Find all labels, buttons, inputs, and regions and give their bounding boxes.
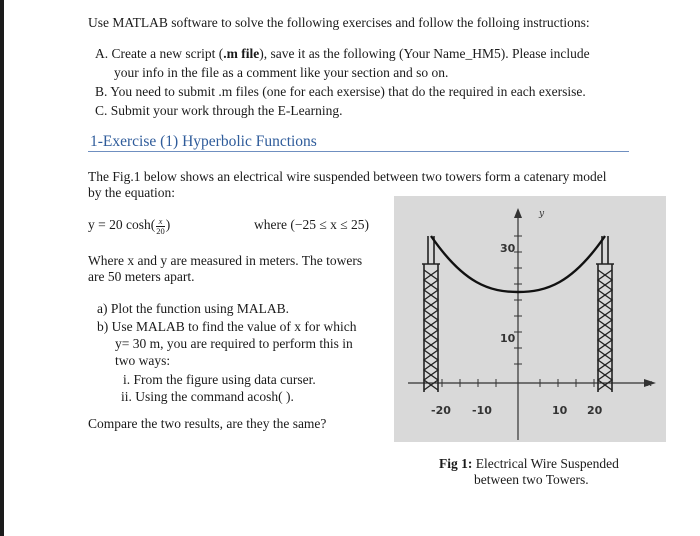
y-tick-10: 10 (500, 332, 516, 345)
task-a: a) Plot the function using MALAB. (97, 301, 289, 316)
paragraph-line1: The Fig.1 below shows an electrical wire suspended between two towers form a catenary model (88, 169, 607, 184)
instruction-a-text-after: ), save it as the following (Your Name_HM5). Please include (259, 46, 590, 61)
instruction-b-marker: B. (95, 84, 108, 99)
paragraph-line2: by the equation: (88, 185, 175, 200)
x-tick-neg20: -20 (431, 404, 451, 417)
equation-close: ) (165, 217, 171, 232)
instruction-b (95, 83, 586, 100)
figure-caption-line1 (439, 455, 619, 472)
catenary-diagram (394, 196, 666, 442)
left-tower (422, 236, 440, 392)
y-tick-30: 30 (500, 242, 516, 255)
instruction-a (95, 45, 590, 62)
instruction-c-text: Submit your work through the E-Learning. (110, 103, 343, 118)
figure-caption-text1: Electrical Wire Suspended (475, 456, 619, 471)
fraction-numerator: x (156, 217, 165, 227)
x-tick-20: 20 (587, 404, 603, 417)
left-edge-bar (0, 0, 4, 536)
instruction-a-marker: A. (95, 46, 109, 61)
heading-underline (88, 151, 629, 152)
equation-fraction (156, 217, 165, 236)
x-tick-10: 10 (552, 404, 568, 417)
instruction-a-bold: .m file (223, 46, 260, 61)
instruction-c-marker: C. (95, 103, 108, 118)
y-axis-label: y (539, 209, 545, 219)
instruction-a-text-before: Create a new script ( (111, 46, 224, 61)
instruction-c (95, 102, 342, 119)
section-heading: 1-Exercise (1) Hyperbolic Functions (90, 133, 317, 150)
compare-question: Compare the two results, are they the same? (88, 416, 327, 431)
x-axis-label: x (647, 379, 653, 389)
task-b-i: i. From the figure using data curser. (123, 372, 316, 387)
figure-caption-label: Fig 1: (439, 456, 473, 471)
task-b-ii: ii. Using the command acosh( ). (121, 389, 294, 404)
instruction-b-text: You need to submit .m files (one for each exersise) that do the required in each exersise. (110, 84, 586, 99)
y-axis-arrow (514, 208, 522, 218)
where-line1: Where x and y are measured in meters. The towers (88, 253, 363, 268)
right-tower (596, 236, 614, 392)
task-b-line3: two ways: (115, 353, 171, 368)
task-b-line1: b) Use MALAB to find the value of x for which (97, 319, 357, 334)
equation-domain: where (−25 ≤ x ≤ 25) (254, 217, 370, 232)
figure-caption-line2: between two Towers. (474, 472, 589, 487)
x-tick-neg10: -10 (472, 404, 492, 417)
intro-text: Use MATLAB software to solve the following exercises and follow the folloing instructions: (88, 15, 590, 30)
instruction-a-line2: your info in the file as a comment like your section and so on. (114, 65, 449, 80)
equation (88, 216, 170, 236)
equation-lhs: y = 20 cosh( (88, 217, 156, 232)
where-line2: are 50 meters apart. (88, 269, 195, 284)
fraction-denominator: 20 (156, 226, 165, 236)
task-b-line2: y= 30 m, you are required to perform this in (115, 336, 353, 351)
catenary-figure (394, 196, 666, 442)
